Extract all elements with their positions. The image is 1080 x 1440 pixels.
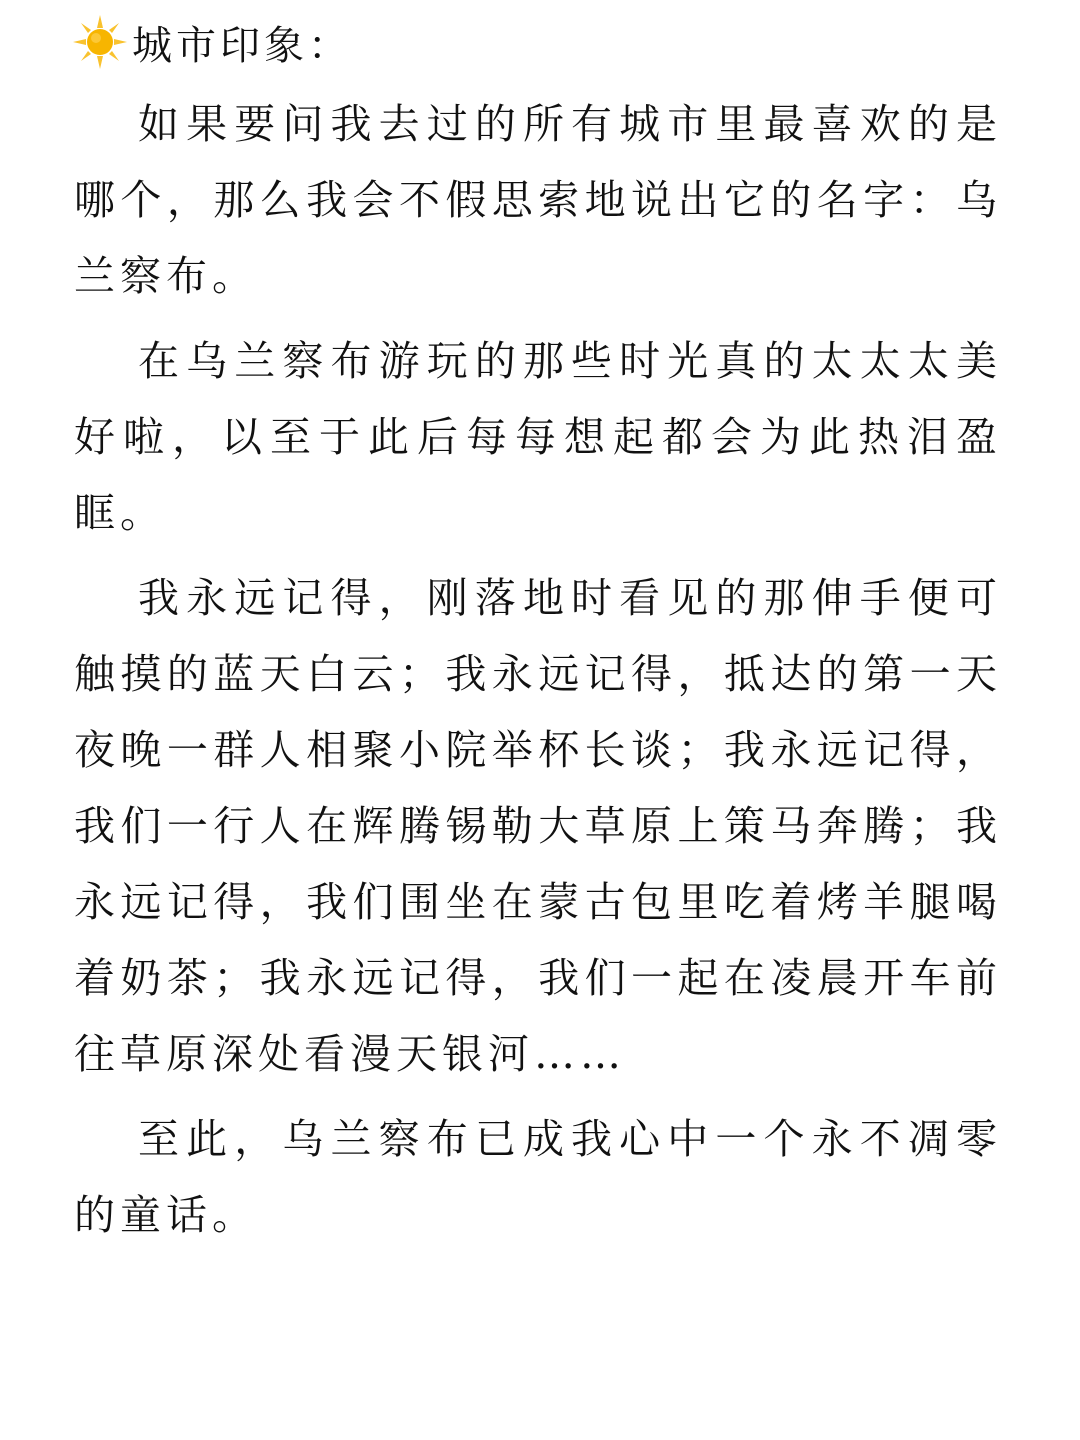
- paragraph-4: 至此，乌兰察布已成我心中一个永不凋零的童话。: [74, 1115, 1002, 1239]
- paragraph-3: 我永远记得，刚落地时看见的那伸手便可触摸的蓝天白云；我永远记得，抵达的第一天夜晚一群人相聚小院举杯长谈；我永远记得，我们一行人在辉腾锡勒大草原上策马奔腾；我永远记得，我们围坐在蒙古包里吃着烤羊腿喝着奶茶；我永远记得，我们一起在凌晨开车前往草原深处看漫天银河……: [74, 574, 1002, 1078]
- article-body: [74, 86, 1002, 1262]
- paragraph-2: 在乌兰察布游玩的那些时光真的太太太美好啦，以至于此后每每想起都会为此热泪盈眶。: [74, 337, 1002, 537]
- section-heading: [72, 14, 352, 70]
- heading-title: 城市印象：: [132, 22, 352, 69]
- sun-icon: [72, 14, 128, 70]
- paragraph-1: 如果要问我去过的所有城市里最喜欢的是哪个，那么我会不假思索地说出它的名字：乌兰察布。: [74, 100, 1002, 300]
